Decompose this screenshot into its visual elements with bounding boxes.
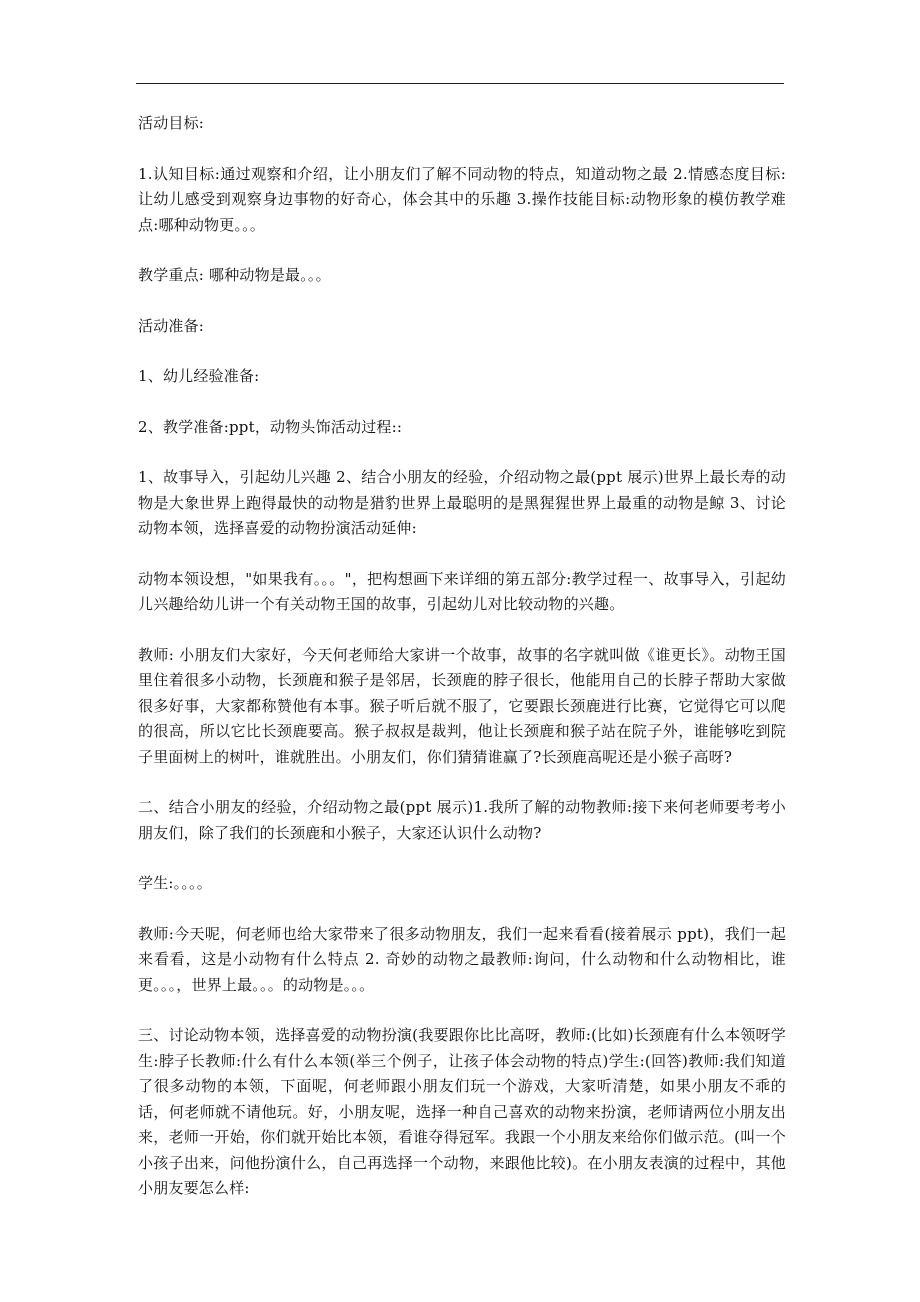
paragraph-experience-prep: 1、幼儿经验准备: [138, 367, 260, 385]
paragraph-goals-list: 1.认知目标:通过观察和介绍，让小朋友们了解不同动物的特点，知道动物之最 2.情感态度目标:让幼儿感受到观察身边事物的好奇心，体会其中的乐趣 3.操作技能目标:动物形象的模仿教学难点:哪种动物更。。。 [138, 164, 786, 234]
paragraph-teacher-animals: 教师:今天呢，何老师也给大家带来了很多动物朋友，我们一起来看看(接着展示 ppt)，我们一起来看看，这是小动物有什么特点 2. 奇妙的动物之最教师:询问，什么动物和什么动物相比，谁更。。。，世界上最。。。的动物是。。。 [138, 924, 786, 994]
paragraph-preparation-heading: 活动准备: [138, 316, 205, 335]
paragraph-section-three: 三、讨论动物本领，选择喜爱的动物扮演(我要跟你比比高呀，教师:(比如)长颈鹿有什么本领呀学生:脖子长教师:什么有什么本领(举三个例子，让孩子体会动物的特点)学生:(回答)教师:我们知道了很多动物的本领，下面呢，何老师跟小朋友们玩一个游戏，大家听清楚，如果小朋友不乖的话，何老师就不请他玩。好，小朋友呢，选择一种自己喜欢的动物来扮演，老师请两位小朋友出来，老师一开始，你们就开始比本领，看谁夺得冠军。我跟一个小朋友来给你们做示范。(叫一个小孩子出来，问他扮演什么，自己再选择一个动物，来跟他比较)。在小朋友表演的过程中，其他小朋友要怎么样: [138, 1026, 786, 1197]
paragraph-section-two: 二、结合小朋友的经验，介绍动物之最(ppt 展示)1.我所了解的动物教师:接下来何老师要考考小朋友们，除了我们的长颈鹿和小猴子，大家还认识什么动物? [138, 798, 786, 842]
paragraph-teaching-prep: 2、教学准备:ppt，动物头饰活动过程:: [138, 417, 403, 436]
paragraph-activity-goals-heading: 活动目标: [138, 114, 205, 132]
document-body [138, 111, 786, 1227]
paragraph-teaching-focus: 教学重点: 哪种动物是最。。。 [138, 266, 331, 284]
header-rule [136, 83, 784, 84]
paragraph-process-outline: 1、故事导入，引起幼儿兴趣 2、结合小朋友的经验，介绍动物之最(ppt 展示)世界上最长寿的动物是大象世界上跑得最快的动物是猎豹世界上最聪明的是黑猩猩世界上最重的动物是鲸 3、讨论动物本领，选择喜爱的动物扮演活动延伸: [138, 468, 786, 537]
paragraph-student-reply: 学生:。。。。 [138, 874, 212, 892]
paragraph-extension: 动物本领设想，"如果我有。。。"，把构想画下来详细的第五部分:教学过程一、故事导入，引起幼儿兴趣给幼儿讲一个有关动物王国的故事，引起幼儿对比较动物的兴趣。 [138, 569, 786, 613]
paragraph-teacher-story: 教师: 小朋友们大家好，今天何老师给大家讲一个故事，故事的名字就叫做《谁更长》。动物王国里住着很多小动物，长颈鹿和猴子是邻居，长颈鹿的脖子很长，他能用自己的长脖子帮助大家做很多好事，大家都称赞他有本事。猴子听后就不服了，它要跟长颈鹿进行比赛，它觉得它可以爬的很高，所以它比长颈鹿要高。猴子叔叔是裁判，他让长颈鹿和猴子站在院子外，谁能够吃到院子里面树上的树叶，谁就胜出。小朋友们，你们猜猜谁赢了?长颈鹿高呢还是小猴子高呀? [138, 645, 786, 766]
